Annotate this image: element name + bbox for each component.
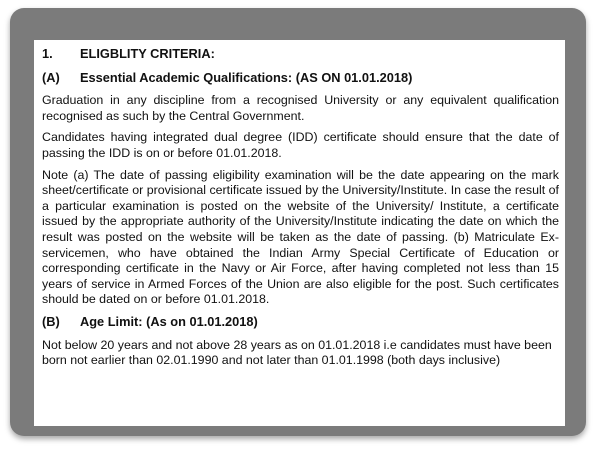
subsection-a-title: Essential Academic Qualifications: (AS ON 01.01.2018): [80, 69, 413, 85]
note-paragraph: Note (a) The date of passing eligibility examination will be the date appearing on the mark sheet/certificate or provisional certificate issued by the University/Institute. In case the result of a particular examination is posted on the website of the University/ Institute, a certificate issued by the appropriate authority of the University/Institute indicating the date on which the result was posted on the website will be taken as the date of passing. (b) Matriculate Ex-servicemen, who have obtained the Indian Army Special Certificate of Education or corresponding certificate in the Navy or Air Force, after having completed not less than 15 years of service in Armed Forces of the Union are also eligible for the post. Such certificates should be dated on or before 01.01.2018.: [42, 167, 559, 307]
subsection-b-title: Age Limit: (As on 01.01.2018): [80, 313, 258, 329]
screenshot-frame: [10, 8, 586, 436]
subsection-b-heading: [42, 314, 559, 330]
document-page: [34, 40, 565, 426]
idd-paragraph: Candidates having integrated dual degree (IDD) certificate should ensure that the date of passing the IDD is on or before 01.01.2018.: [42, 130, 559, 160]
section-number: 1.: [42, 46, 53, 61]
subsection-a-number: (A): [42, 69, 60, 85]
section-heading: [42, 46, 559, 62]
section-title: ELIGBLITY CRITERIA:: [80, 46, 215, 61]
subsection-a-heading: [42, 70, 559, 86]
qualification-paragraph: Graduation in any discipline from a recognised University or any equivalent qualification recognised as such by the Central Government.: [42, 93, 559, 123]
age-limit-paragraph: Not below 20 years and not above 28 years as on 01.01.2018 i.e candidates must have been born not earlier than 02.01.1990 and not later than 01.01.1998 (both days inclusive): [42, 337, 552, 368]
subsection-b-number: (B): [42, 313, 60, 329]
